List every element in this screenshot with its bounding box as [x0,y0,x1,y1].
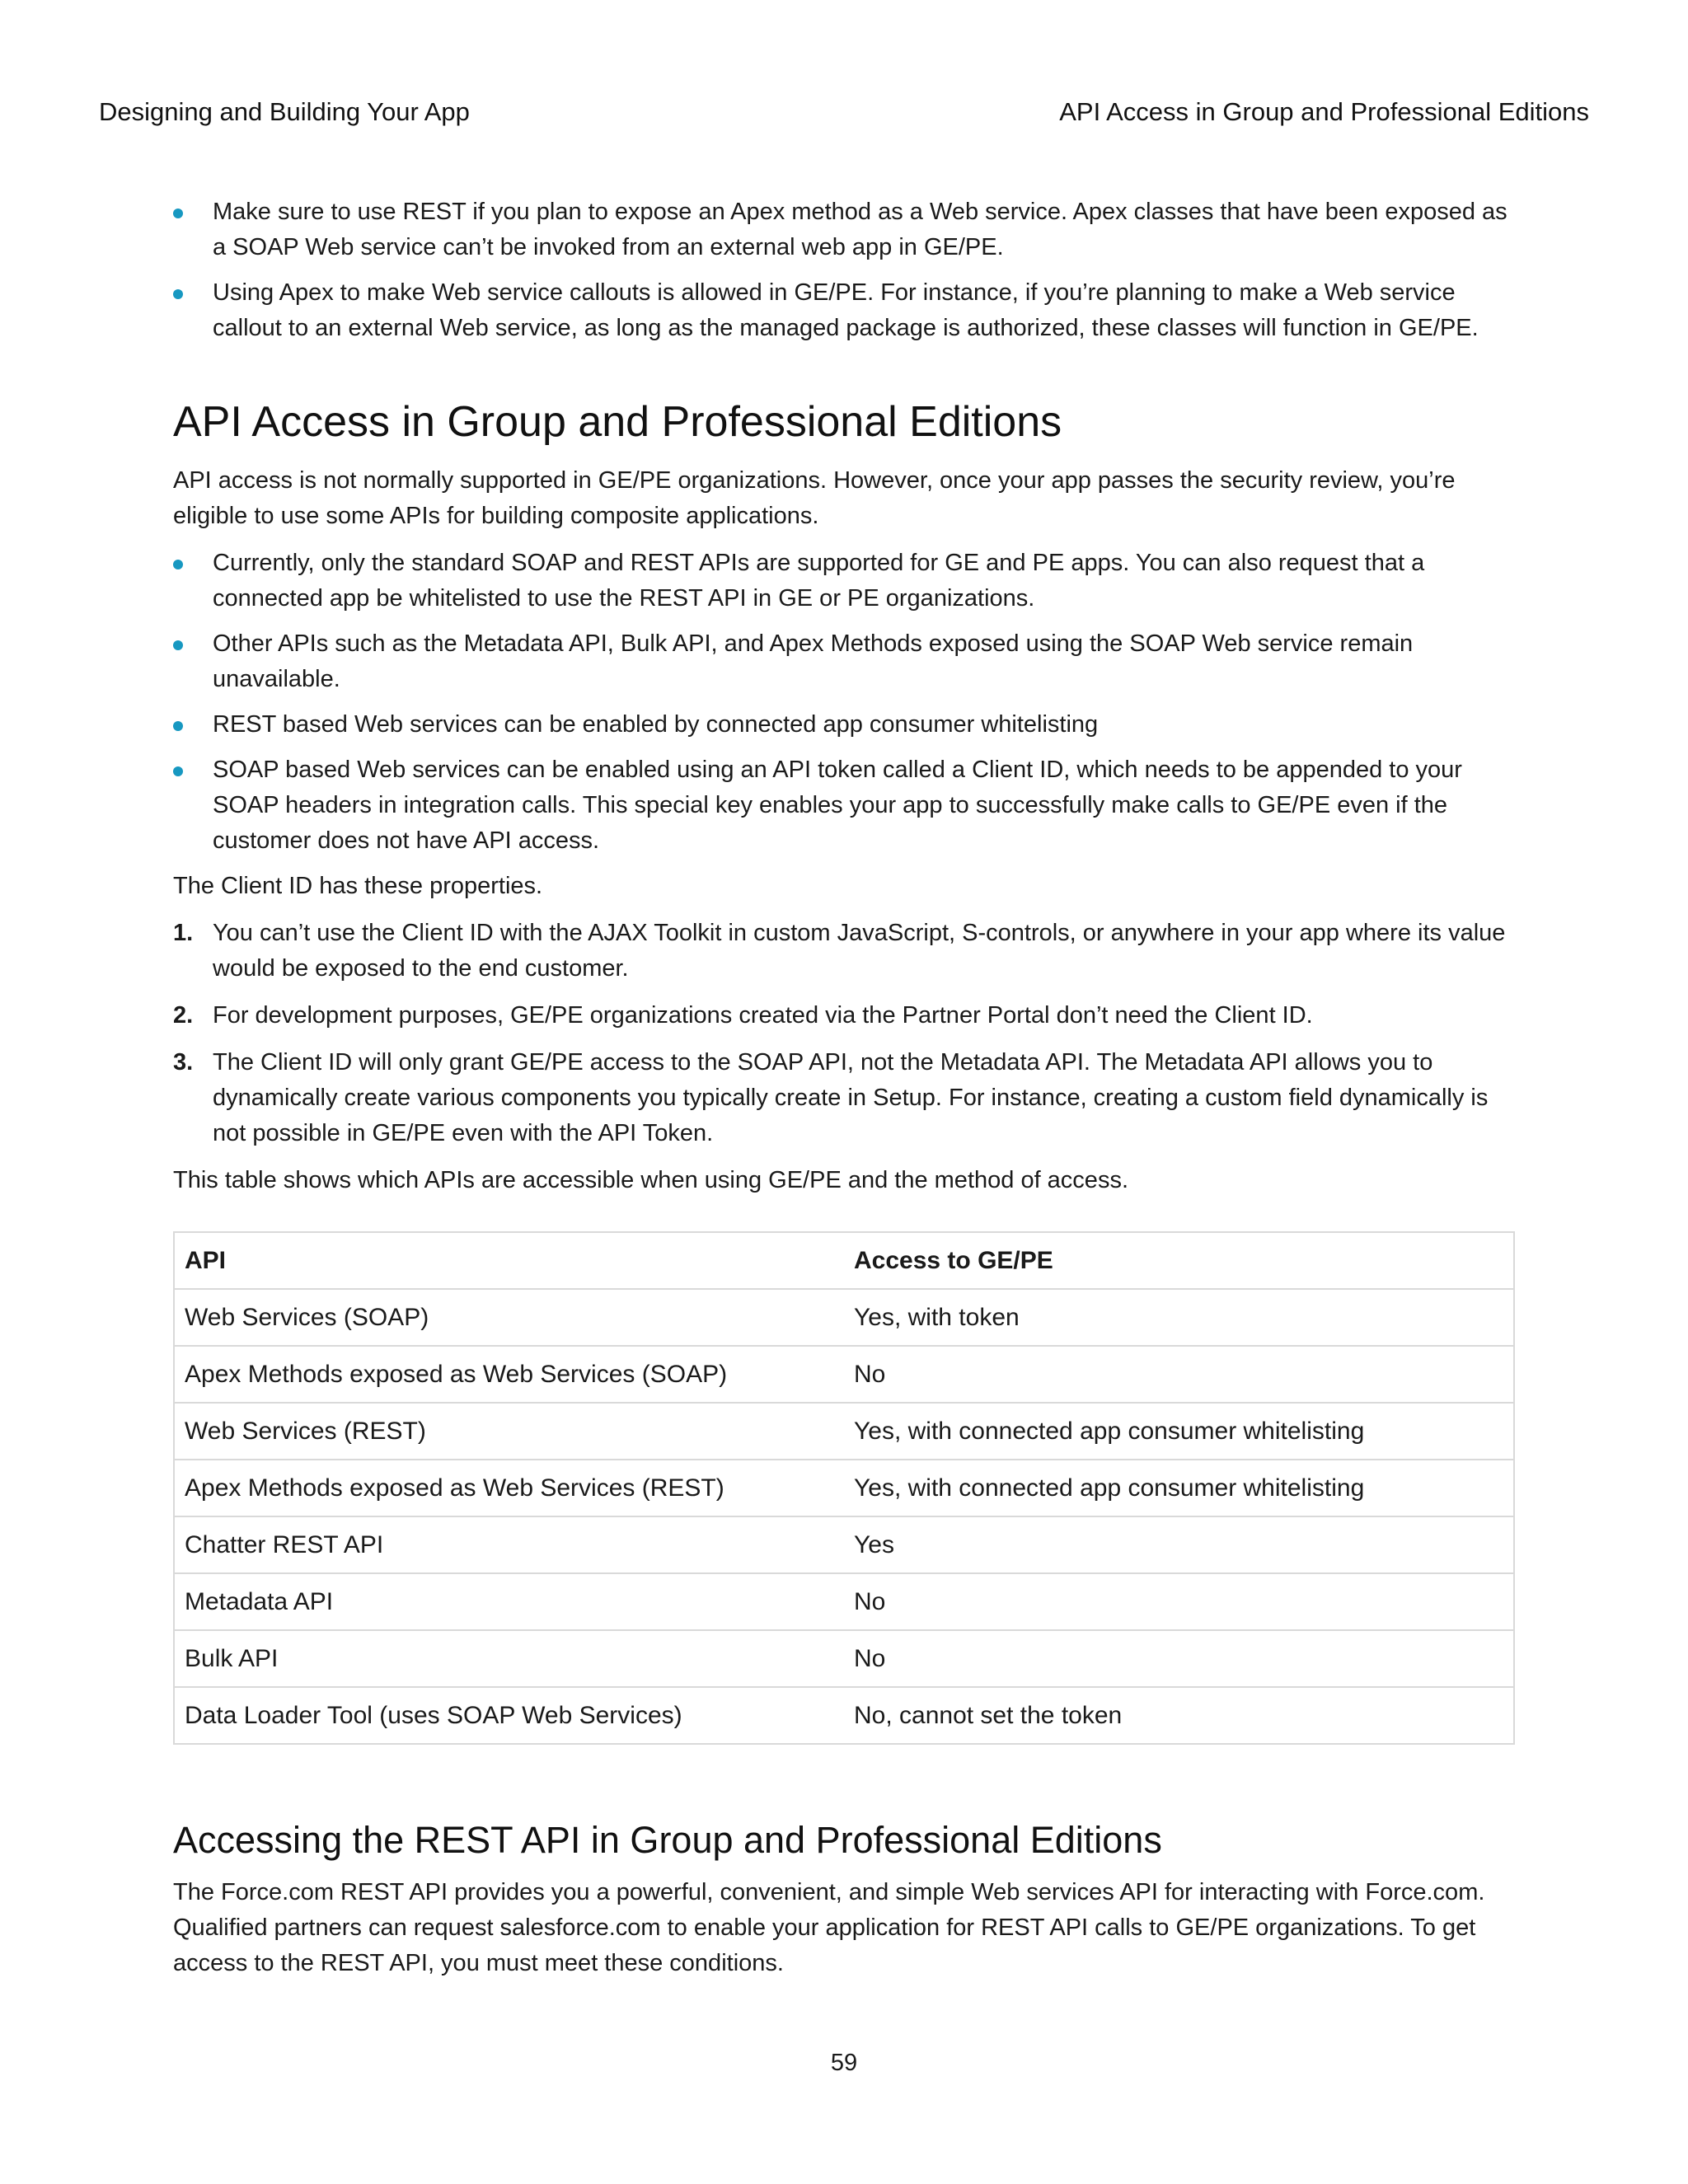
table-cell-access: Yes, with connected app consumer whitelisting [844,1460,1514,1516]
table-cell-api: Data Loader Tool (uses SOAP Web Services) [174,1687,844,1744]
api-access-table [173,1231,1515,1745]
table-cell-access: Yes, with token [844,1289,1514,1346]
bullet-text: Make sure to use REST if you plan to expose an Apex method as a Web service. Apex classes that have been exposed as a SOAP Web service can’t be invoked from an external web app in GE/PE. [213,199,1507,260]
table-row [174,1630,1514,1687]
table-row [174,1403,1514,1460]
table-cell-access: No [844,1346,1514,1403]
page-number: 59 [830,2050,858,2076]
table-cell-api: Chatter REST API [174,1516,844,1573]
table-row [174,1346,1514,1403]
running-header [99,97,1589,130]
list-item [173,275,1515,346]
table-intro: This table shows which APIs are accessible when using GE/PE and the method of access. [173,1167,1128,1193]
bullet-text: REST based Web services can be enabled by connected app consumer whitelisting [213,711,1099,738]
table-cell-api: Bulk API [174,1630,844,1687]
list-number: 3. [173,1049,194,1076]
list-number: 1. [173,920,194,946]
rest-api-paragraph: The Force.com REST API provides you a powerful, convenient, and simple Web services API for interacting with Force.com. Qualified partners can request salesforce.com to enable your application for REST API calls to GE/PE organizations. To get access to the REST API, you must meet these conditions. [173,1879,1485,1976]
bullet-dot-icon [173,766,183,776]
table-row [174,1687,1514,1744]
bullet-text: SOAP based Web services can be enabled using an API token called a Client ID, which needs to be appended to your SOAP headers in integration calls. This special key enables your app to successfully make calls to GE/PE even if the customer does not have API access. [213,757,1462,854]
list-item [173,626,1515,697]
list-item [173,546,1515,616]
bullet-text: Currently, only the standard SOAP and REST APIs are supported for GE and PE apps. You can also request that a connected app be whitelisted to use the REST API in GE or PE organizations. [213,550,1425,612]
list-text: You can’t use the Client ID with the AJAX Toolkit in custom JavaScript, S-controls, or anywhere in your app where its value would be exposed to the end customer. [213,920,1506,982]
table-header-row [174,1232,1514,1289]
list-item [173,752,1515,859]
section-heading-rest-api: Accessing the REST API in Group and Professional Editions [173,1819,1162,1861]
section-heading-api-access: API Access in Group and Professional Editions [173,398,1062,446]
table-row [174,1460,1514,1516]
api-support-bullet-list [173,546,1515,859]
list-item [173,1045,1515,1151]
intro-bullet-list [173,194,1515,346]
table-cell-access: Yes, with connected app consumer whitelisting [844,1403,1514,1460]
bullet-dot-icon [173,640,183,650]
list-item [173,707,1515,743]
column-header-access: Access to GE/PE [844,1232,1514,1289]
list-item [173,916,1515,987]
header-section-title: API Access in Group and Professional Editions [1059,97,1589,126]
bullet-dot-icon [173,209,183,218]
table-cell-access: Yes [844,1516,1514,1573]
bullet-dot-icon [173,289,183,299]
client-id-properties-list [173,916,1515,1151]
table-cell-api: Metadata API [174,1573,844,1630]
list-item [173,998,1515,1033]
section-intro-paragraph: API access is not normally supported in GE/PE organizations. However, once your app passes the security review, you’re eligible to use some APIs for building composite applications. [173,467,1456,529]
bullet-dot-icon [173,560,183,569]
header-chapter-title: Designing and Building Your App [99,97,470,126]
table-row [174,1573,1514,1630]
table-cell-api: Web Services (REST) [174,1403,844,1460]
list-item [173,194,1515,265]
table-cell-api: Apex Methods exposed as Web Services (SOAP) [174,1346,844,1403]
bullet-text: Using Apex to make Web service callouts is allowed in GE/PE. For instance, if you’re planning to make a Web service callout to an external Web service, as long as the managed package is authorized, these classes will function in GE/PE. [213,279,1479,341]
table-cell-api: Apex Methods exposed as Web Services (REST) [174,1460,844,1516]
table-row [174,1516,1514,1573]
client-id-intro: The Client ID has these properties. [173,873,543,899]
bullet-dot-icon [173,721,183,731]
table-cell-access: No [844,1573,1514,1630]
page-content [173,194,1515,1993]
table-cell-api: Web Services (SOAP) [174,1289,844,1346]
list-text: For development purposes, GE/PE organizations created via the Partner Portal don’t need the Client ID. [213,1002,1313,1029]
table-cell-access: No [844,1630,1514,1687]
list-text: The Client ID will only grant GE/PE access to the SOAP API, not the Metadata API. The Metadata API allows you to dynamically create various components you typically create in Setup. For instance, creating a custom field dynamically is not possible in GE/PE even with the API Token. [213,1049,1489,1146]
column-header-api: API [174,1232,844,1289]
bullet-text: Other APIs such as the Metadata API, Bulk API, and Apex Methods exposed using the SOAP Web service remain unavailable. [213,630,1414,692]
list-number: 2. [173,1002,194,1029]
table-cell-access: No, cannot set the token [844,1687,1514,1744]
table-row [174,1289,1514,1346]
